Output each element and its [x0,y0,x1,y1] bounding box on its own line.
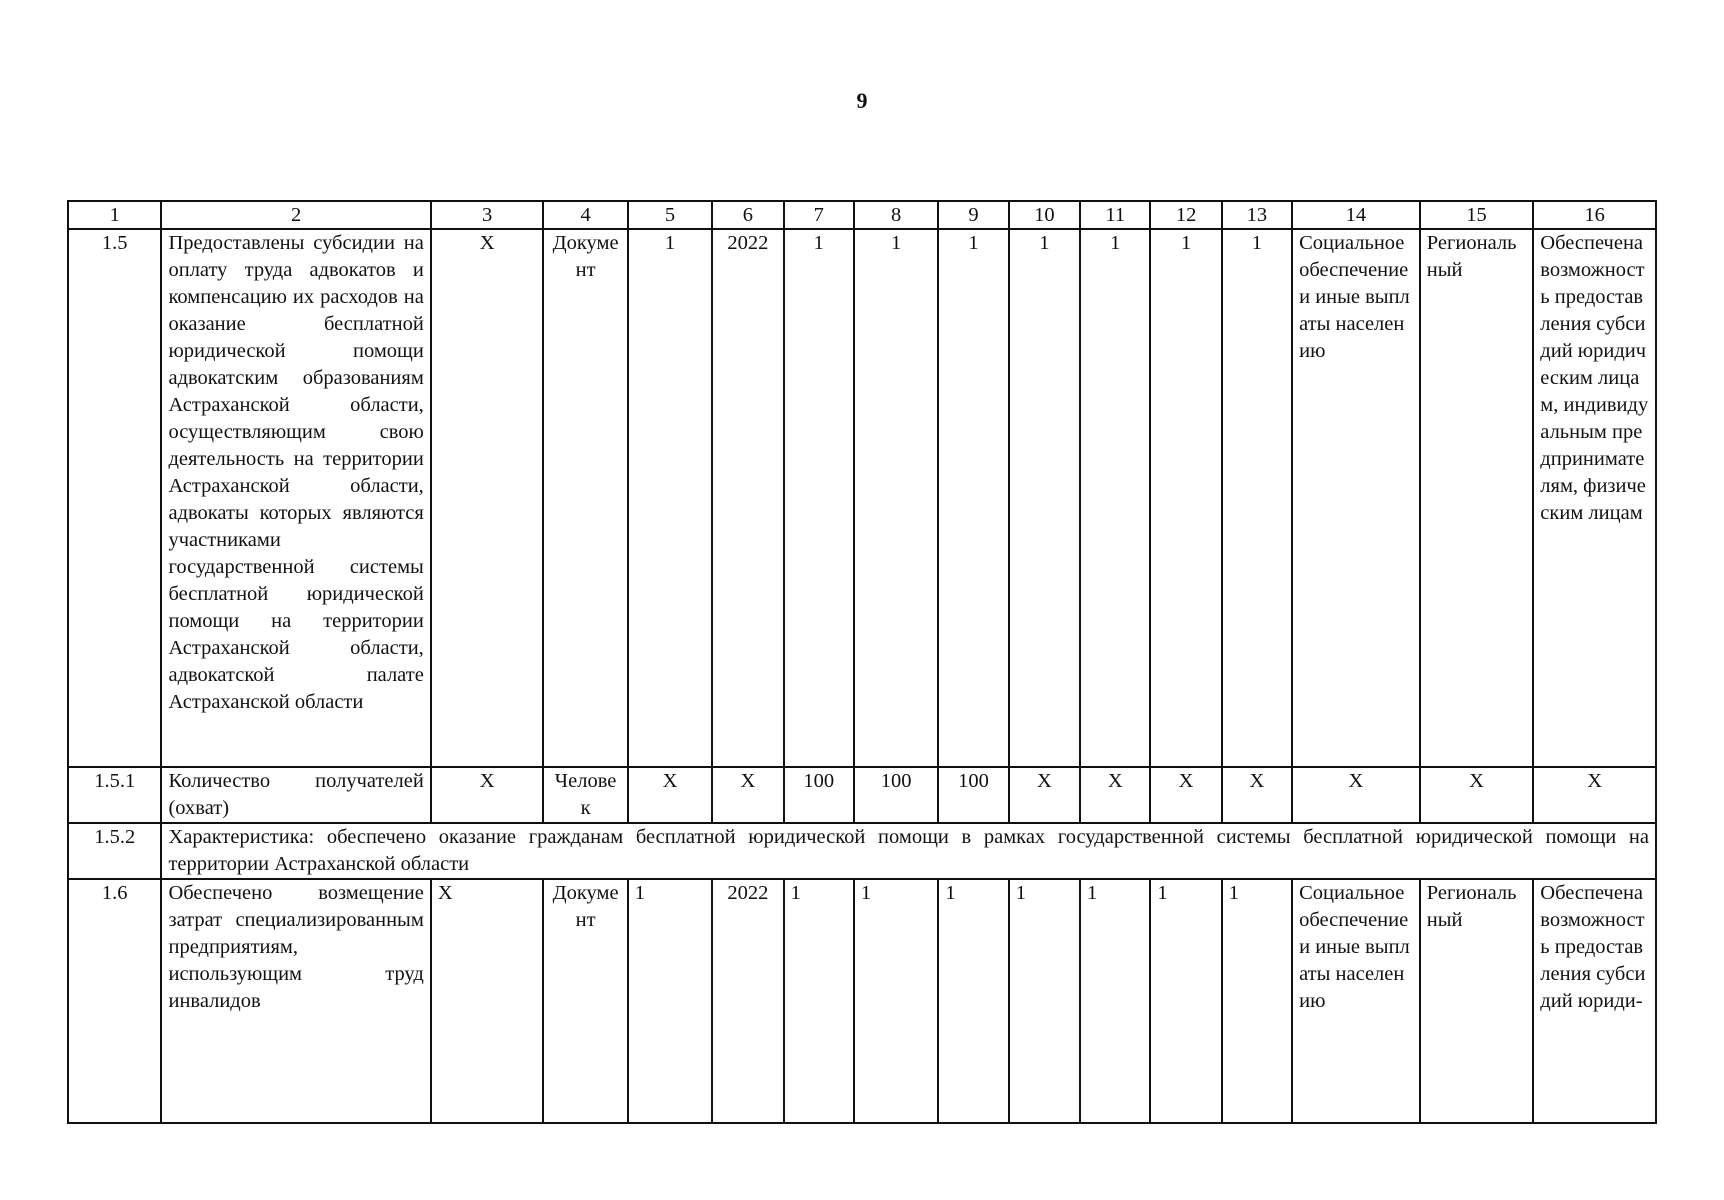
table-cell: 1 [628,229,712,767]
table-cell: 1 [938,229,1008,767]
table-cell: 1 [1080,879,1150,1123]
column-header: 13 [1222,201,1292,229]
column-header: 4 [543,201,627,229]
indicator-table [67,200,1657,1124]
column-header: 16 [1533,201,1656,229]
column-header: 1 [68,201,161,229]
expense-type-cell: Социальное обеспечение и иные выплаты населению [1292,229,1420,767]
column-header: 14 [1292,201,1420,229]
table-cell: X [1222,767,1292,823]
table-cell: X [712,767,783,823]
year-cell: 2022 [712,229,783,767]
column-header: 7 [784,201,854,229]
table-cell: X [1150,767,1221,823]
row-number-cell: 1.5.2 [68,823,161,879]
column-header: 8 [854,201,938,229]
table-cell: X [1292,767,1420,823]
table-cell: X [1420,767,1534,823]
expense-type-cell: Социальное обеспечение и иные выплаты населению [1292,879,1420,1123]
column-header: 3 [431,201,544,229]
table-row [68,229,1656,767]
row-number-cell: 1.5.1 [68,767,161,823]
table-row [68,823,1656,879]
table-cell: 1 [784,229,854,767]
table-cell: X [431,879,544,1123]
table-cell: 1 [1150,879,1221,1123]
table-cell: X [431,229,544,767]
column-header: 10 [1009,201,1080,229]
table-cell: 1 [854,229,938,767]
level-cell: Региональный [1420,229,1534,767]
result-cell: Обеспечена возможность предоставления субсидий юридическим лицам, индивидуальным предпринимателям, физическим лицам [1533,229,1656,767]
characteristic-cell: Характеристика: обеспечено оказание гражданам бесплатной юридической помощи в рамках государственной системы бесплатной юридической помощи на территории Астраханской области [161,823,1656,879]
table-cell: 100 [938,767,1008,823]
table-cell: 1 [1080,229,1150,767]
column-header: 11 [1080,201,1150,229]
table-cell: 1 [1222,229,1292,767]
table-cell: 1 [1150,229,1221,767]
table-row [68,767,1656,823]
table-cell: 1 [1009,879,1080,1123]
unit-cell: Документ [543,229,627,767]
table-cell: 1 [1222,879,1292,1123]
unit-cell: Документ [543,879,627,1123]
table-cell: X [1533,767,1656,823]
row-number-cell: 1.6 [68,879,161,1123]
event-name-cell: Предоставлены субсидии на оплату труда адвокатов и компенсацию их расходов на оказание бесплатной юридической помощи адвокатским образованиям Астраханской области, осуществляющим свою деятельность на территории Астраханской области, адвокаты которых являются участниками государственной системы бесплатной юридической помощи на территории Астраханской области, адвокатской палате Астраханской области [161,229,430,767]
indicator-name-cell: Количество получателей (охват) [161,767,430,823]
column-header: 15 [1420,201,1534,229]
column-header: 12 [1150,201,1221,229]
table-cell: 1 [854,879,938,1123]
table-cell: X [1009,767,1080,823]
column-header: 2 [161,201,430,229]
row-number-cell: 1.5 [68,229,161,767]
table-cell: 100 [854,767,938,823]
column-header: 5 [628,201,712,229]
column-header: 6 [712,201,783,229]
page-number: 9 [856,88,868,113]
unit-cell: Человек [543,767,627,823]
table-cell: 100 [784,767,854,823]
result-cell: Обеспечена возможность предоставления субсидий юриди- [1533,879,1656,1123]
year-cell: 2022 [712,879,783,1123]
table-cell: X [431,767,544,823]
table-cell: X [628,767,712,823]
table-row [68,879,1656,1123]
table-cell: 1 [628,879,712,1123]
column-header: 9 [938,201,1008,229]
table-cell: 1 [1009,229,1080,767]
event-name-cell: Обеспечено возмещение затрат специализированным предприятиям, использующим труд инвалидов [161,879,430,1123]
table-cell: 1 [938,879,1008,1123]
table-cell: 1 [784,879,854,1123]
level-cell: Региональный [1420,879,1534,1123]
table-header-row [68,201,1656,229]
table-cell: X [1080,767,1150,823]
